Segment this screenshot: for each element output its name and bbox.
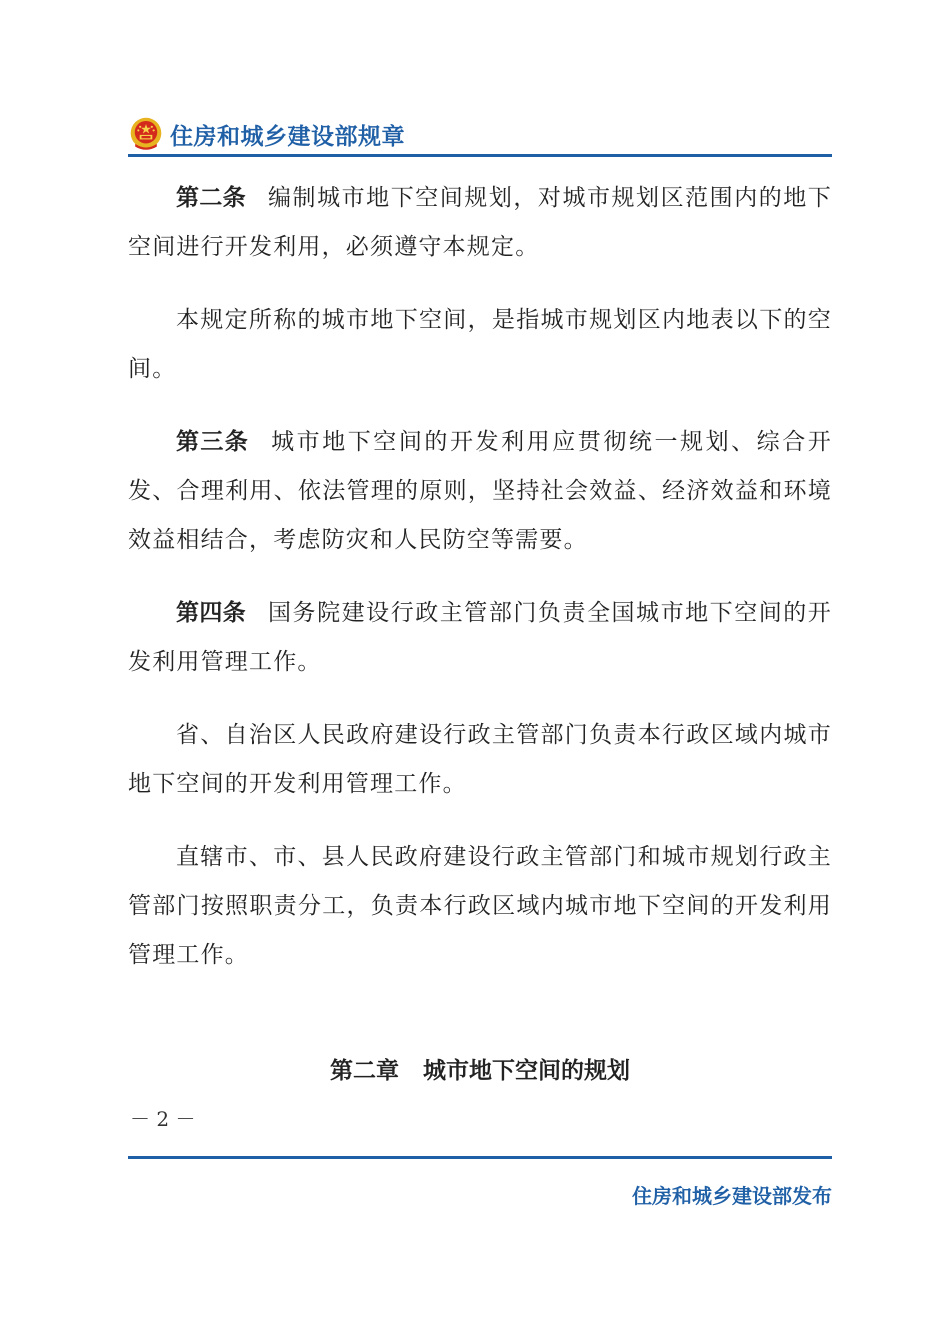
header-title: 住房和城乡建设部规章	[170, 123, 405, 150]
chapter-number: 第二章	[330, 1058, 399, 1084]
article-paragraph	[128, 589, 832, 687]
article-paragraph	[128, 833, 832, 980]
national-emblem-icon	[128, 116, 164, 152]
chapter-heading	[128, 1052, 832, 1085]
article-paragraph	[128, 418, 832, 565]
article-paragraph	[128, 711, 832, 809]
header-divider	[128, 154, 832, 157]
footer-publisher: 住房和城乡建设部发布	[632, 1184, 832, 1208]
document-body	[128, 174, 832, 1004]
footer-divider	[128, 1156, 832, 1159]
article-text: 省、自治区人民政府建设行政主管部门负责本行政区域内城市地下空间的开发利用管理工作。	[128, 722, 832, 797]
article-paragraph	[128, 296, 832, 394]
chapter-title: 城市地下空间的规划	[423, 1058, 630, 1084]
article-label: 第二条	[176, 185, 247, 211]
page-header	[128, 114, 832, 154]
article-label: 第三条	[176, 429, 250, 455]
article-paragraph	[128, 174, 832, 272]
article-label: 第四条	[176, 600, 247, 626]
article-text: 国务院建设行政主管部门负责全国城市地下空间的开发利用管理工作。	[128, 600, 832, 675]
page-number: － 2 －	[130, 1107, 196, 1131]
article-text: 直辖市、市、县人民政府建设行政主管部门和城市规划行政主管部门按照职责分工，负责本行政区域内城市地下空间的开发利用管理工作。	[128, 844, 832, 968]
article-text: 城市地下空间的开发利用应贯彻统一规划、综合开发、合理利用、依法管理的原则，坚持社会效益、经济效益和环境效益相结合，考虑防灾和人民防空等需要。	[128, 429, 832, 553]
article-text: 编制城市地下空间规划，对城市规划区范围内的地下空间进行开发利用，必须遵守本规定。	[128, 185, 832, 260]
article-text: 本规定所称的城市地下空间，是指城市规划区内地表以下的空间。	[128, 307, 832, 382]
